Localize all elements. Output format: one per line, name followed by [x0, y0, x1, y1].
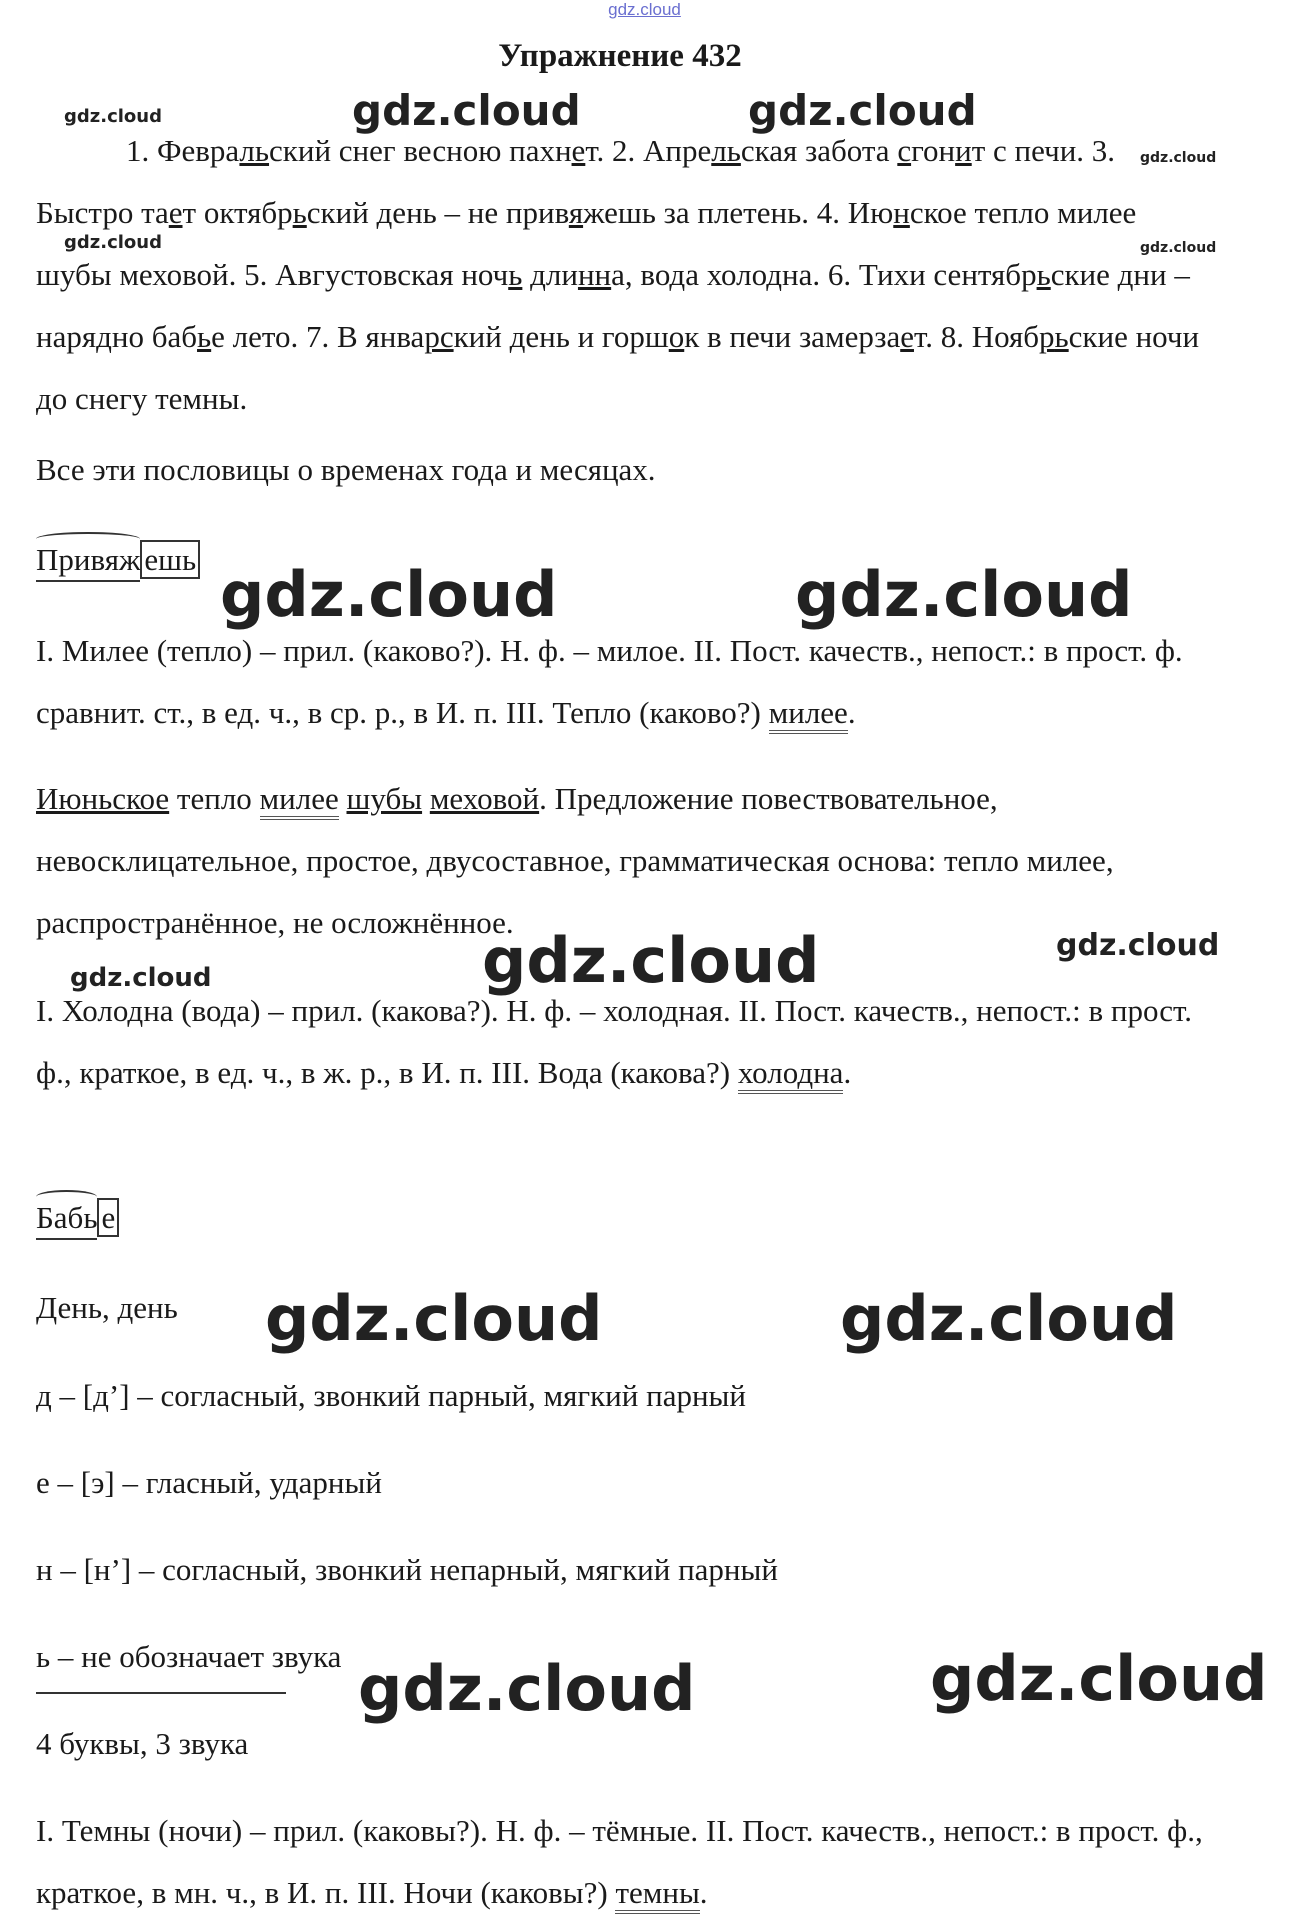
phonetic-total: 4 буквы, 3 звука [36, 1726, 249, 1761]
watermark-15: gdz.cloud [930, 1642, 1268, 1715]
watermark-9: gdz.cloud [1056, 928, 1220, 963]
ending-e: е [97, 1198, 119, 1237]
analysis-temny: I. Темны (ночи) – прил. (каковы?). Н. ф. – тёмные. II. Пост. качеств., непост.: в прост. ф., краткое, в мн. ч., в И. п. III. Ночи (каковы?) темны. [36, 1800, 1216, 1924]
watermark-7: gdz.cloud [220, 558, 558, 631]
phonetic-line-n: н – [н’] – согласный, звонкий непарный, мягкий парный [36, 1552, 778, 1587]
watermark-1: gdz.cloud [64, 106, 162, 127]
watermark-8: gdz.cloud [795, 558, 1133, 631]
watermark-3: gdz.cloud [748, 86, 977, 135]
watermark-5: gdz.cloud [64, 232, 162, 253]
phonetic-line-d: д – [д’] – согласный, звонкий парный, мягкий парный [36, 1378, 746, 1413]
morpheme-word-2 [36, 1198, 1216, 1240]
analysis-holodna: I. Холодна (вода) – прил. (какова?). Н. ф. – холодная. II. Пост. качеств., непост.: в прост. ф., краткое, в ед. ч., в ж. р., в И. п. III. Вода (какова?) холодна. [36, 980, 1216, 1104]
watermark-6: gdz.cloud [1140, 240, 1217, 256]
watermark-11: gdz.cloud [70, 963, 212, 993]
ending-esh: ешь [140, 540, 200, 579]
watermark-12: gdz.cloud [265, 1282, 603, 1355]
phonetic-word: День, день [36, 1290, 178, 1325]
watermark-4: gdz.cloud [1140, 150, 1217, 166]
exercise-title: Упражнение 432 [498, 38, 742, 74]
watermark-2: gdz.cloud [352, 86, 581, 135]
watermark-14: gdz.cloud [358, 1652, 696, 1725]
stem-privyazh: Привяж [36, 540, 140, 582]
divider-line [36, 1692, 286, 1694]
sentence-analysis: Июньское тепло милее шубы меховой. Предложение повествовательное, невосклицательное, простое, двусоставное, грамматическая основа: тепло милее, распространённое, не осложнённое. [36, 781, 1114, 940]
proverbs-paragraph: 1. Февральский снег весною пахнет. 2. Апрельская забота сгонит с печи. 3. Быстро тает октябрьский день – не привяжешь за плетень. 4. Июнское тепло милее шубы меховой. 5. Августовская ночь длинна, вода холодна. 6. Тихи сентябрьские дни – нарядно бабье лето. 7. В январский день и горшок в печи замерзает. 8. Ноябрьские ночи до снегу темны. [36, 133, 1200, 416]
analysis-milee: I. Милее (тепло) – прил. (каково?). Н. ф. – милое. II. Пост. качеств., непост.: в прост. ф. сравнит. ст., в ед. ч., в ср. р., в И. п. III. Тепло (каково?) милее. [36, 620, 1216, 744]
summary-text: Все эти пословицы о временах года и месяцах. [36, 452, 656, 487]
watermark-10: gdz.cloud [482, 924, 820, 997]
top-watermark[interactable]: gdz.cloud [608, 0, 681, 19]
phonetic-line-e: е – [э] – гласный, ударный [36, 1465, 382, 1500]
phonetic-line-soft-sign: ь – не обозначает звука [36, 1639, 342, 1674]
stem-bab: Бабь [36, 1198, 97, 1240]
watermark-13: gdz.cloud [840, 1282, 1178, 1355]
